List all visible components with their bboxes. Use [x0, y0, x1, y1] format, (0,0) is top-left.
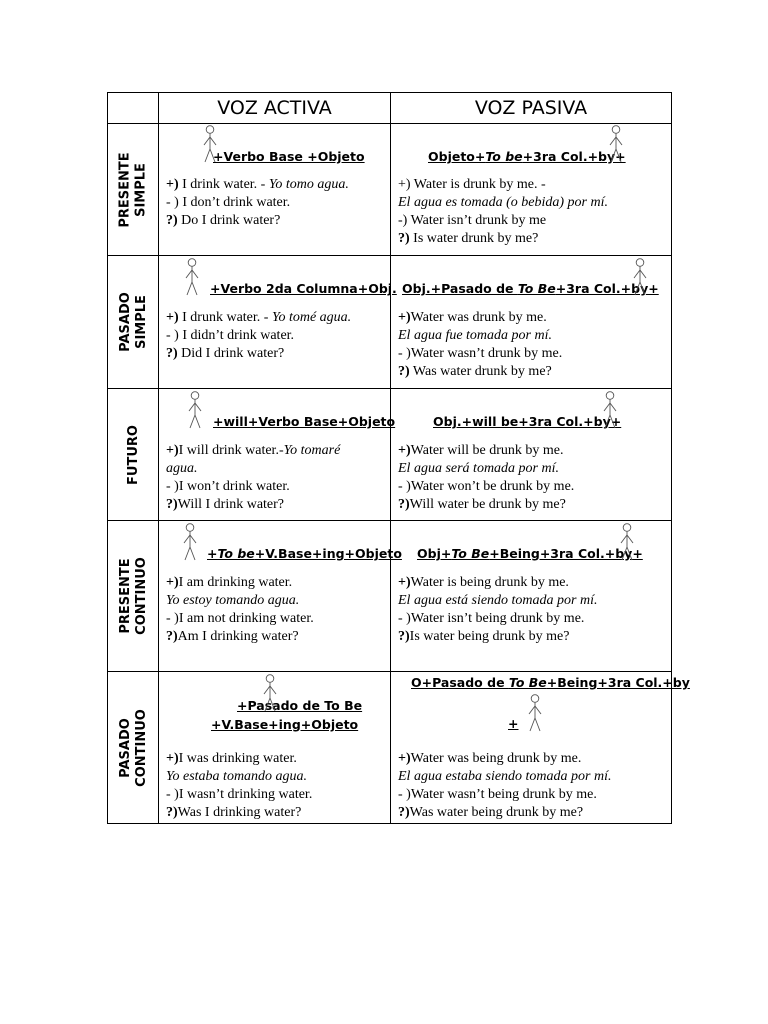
- stick-figure-icon: [620, 523, 634, 561]
- stick-figure-icon: [185, 258, 199, 296]
- example-line: +)I was drinking water.: [166, 751, 297, 766]
- example-line: +) I drunk water. - Yo tomé agua.: [166, 310, 352, 325]
- active-examples: [159, 574, 390, 646]
- row-presente-simple: [108, 124, 672, 256]
- example-line: ?)Will I drink water?: [166, 497, 285, 512]
- header-row: [108, 93, 672, 124]
- active-formula: +Verbo Base +Objeto: [213, 149, 365, 164]
- passive-examples: [391, 750, 671, 822]
- example-line: +)Water was drunk by me.: [398, 310, 547, 325]
- tense-label-cell: [108, 389, 159, 521]
- active-cell: [159, 389, 396, 521]
- tense-label: PRESENTE CONTINUO: [117, 557, 149, 635]
- passive-formula: O+Pasado de To Be+Being+3ra Col.+by: [411, 675, 690, 690]
- tense-label: PRESENTE SIMPLE: [117, 151, 149, 228]
- example-line: - )Water won’t be drunk by me.: [398, 479, 575, 494]
- active-examples: [159, 750, 390, 822]
- active-examples: [159, 309, 390, 363]
- active-formula: +Verbo 2da Columna+Obj.: [210, 281, 397, 296]
- example-line: +)I am drinking water.: [166, 575, 293, 590]
- example-line: +)Water was being drunk by me.: [398, 751, 582, 766]
- active-formula: +To be+V.Base+ing+Objeto: [207, 546, 402, 561]
- passive-examples: [391, 574, 671, 646]
- example-line: +)I will drink water.-Yo tomaré: [166, 443, 341, 458]
- passive-examples: [391, 176, 671, 248]
- stick-figure-icon: [183, 523, 197, 561]
- example-line: - )I am not drinking water.: [166, 611, 314, 626]
- active-cell: [159, 521, 402, 672]
- example-line: ?) Did I drink water?: [166, 346, 285, 361]
- tense-label: FUTURO: [125, 424, 141, 485]
- tense-label-cell: [108, 256, 159, 389]
- example-line: +) Water is drunk by me. -: [398, 177, 546, 192]
- example-line: - )Water isn’t being drunk by me.: [398, 611, 585, 626]
- passive-formula: Objeto+To be+3ra Col.+by+: [428, 149, 626, 164]
- active-cell: [159, 256, 397, 389]
- passive-formula-line-2: +: [508, 716, 519, 731]
- stick-figure-icon: [609, 125, 623, 163]
- active-voice-heading: VOZ ACTIVA: [217, 97, 332, 119]
- example-line: agua.: [166, 461, 198, 476]
- example-line: -) Water isn’t drunk by me: [398, 213, 547, 228]
- corner-cell: [108, 93, 159, 124]
- voice-table: [107, 92, 690, 824]
- stick-figure-icon: [203, 125, 217, 163]
- example-line: - ) I didn’t drink water.: [166, 328, 295, 343]
- passive-cell: [391, 124, 672, 256]
- stick-figure-icon: [633, 258, 647, 296]
- tense-label: PASADO SIMPLE: [117, 292, 149, 352]
- passive-examples: [391, 442, 671, 514]
- row-presente-continuo: [108, 521, 672, 672]
- passive-cell: [391, 672, 690, 824]
- example-line: - )I wasn’t drinking water.: [166, 787, 313, 802]
- tense-label-cell: [108, 124, 159, 256]
- passive-voice-header-cell: [391, 93, 672, 124]
- row-futuro: [108, 389, 672, 521]
- example-line: El agua estaba siendo tomada por mí.: [398, 769, 612, 784]
- example-line: +) I drink water. - Yo tomo agua.: [166, 177, 349, 192]
- example-line: - )I won’t drink water.: [166, 479, 290, 494]
- passive-formula: Obj.+Pasado de To Be+3ra Col.+by+: [402, 281, 659, 296]
- example-line: ?) Is water drunk by me?: [398, 231, 539, 246]
- passive-formula: Obj.+will be+3ra Col.+by+: [433, 414, 622, 429]
- passive-examples: [391, 309, 671, 381]
- active-voice-header-cell: [159, 93, 391, 124]
- example-line: ?) Was water drunk by me?: [398, 364, 552, 379]
- tense-label-cell: [108, 672, 159, 824]
- active-formula-line-2: +V.Base+ing+Objeto: [211, 717, 359, 732]
- example-line: - )Water wasn’t drunk by me.: [398, 346, 563, 361]
- passive-cell: [391, 389, 672, 521]
- example-line: +)Water is being drunk by me.: [398, 575, 569, 590]
- example-line: Yo estaba tomando agua.: [166, 769, 308, 784]
- example-line: +)Water will be drunk by me.: [398, 443, 564, 458]
- passive-formula: Obj+To Be+Being+3ra Col.+by+: [417, 546, 643, 561]
- example-line: - )Water wasn’t being drunk by me.: [398, 787, 597, 802]
- passive-cell: [391, 256, 672, 389]
- active-cell: [159, 672, 391, 824]
- active-examples: [159, 442, 390, 514]
- example-line: ?) Do I drink water?: [166, 213, 281, 228]
- stick-figure-icon: [603, 391, 617, 429]
- passive-cell: [391, 521, 672, 672]
- active-formula: +will+Verbo Base+Objeto: [213, 414, 396, 429]
- passive-voice-heading: VOZ PASIVA: [474, 97, 588, 119]
- example-line: - ) I don’t drink water.: [166, 195, 291, 210]
- example-line: ?)Was I drinking water?: [166, 805, 302, 820]
- example-line: ?)Is water being drunk by me?: [398, 629, 570, 644]
- tense-label: PASADO CONTINUO: [117, 708, 149, 787]
- active-examples: [159, 176, 390, 230]
- example-line: El agua fue tomada por mí.: [398, 328, 552, 343]
- example-line: ?)Am I drinking water?: [166, 629, 299, 644]
- active-cell: [159, 124, 391, 256]
- example-line: El agua será tomada por mí.: [398, 461, 559, 476]
- example-line: El agua está siendo tomada por mí.: [398, 593, 598, 608]
- example-line: ?)Was water being drunk by me?: [398, 805, 584, 820]
- tense-label-cell: [108, 521, 159, 672]
- stick-figure-icon: [528, 694, 542, 732]
- example-line: ?)Will water be drunk by me?: [398, 497, 566, 512]
- row-pasado-simple: [108, 256, 672, 389]
- example-line: Yo estoy tomando agua.: [166, 593, 300, 608]
- row-pasado-continuo: [108, 672, 672, 824]
- stick-figure-icon: [263, 674, 277, 712]
- active-formula: +Pasado de To Be: [237, 698, 363, 713]
- example-line: El agua es tomada (o bebida) por mí.: [398, 195, 608, 210]
- stick-figure-icon: [188, 391, 202, 429]
